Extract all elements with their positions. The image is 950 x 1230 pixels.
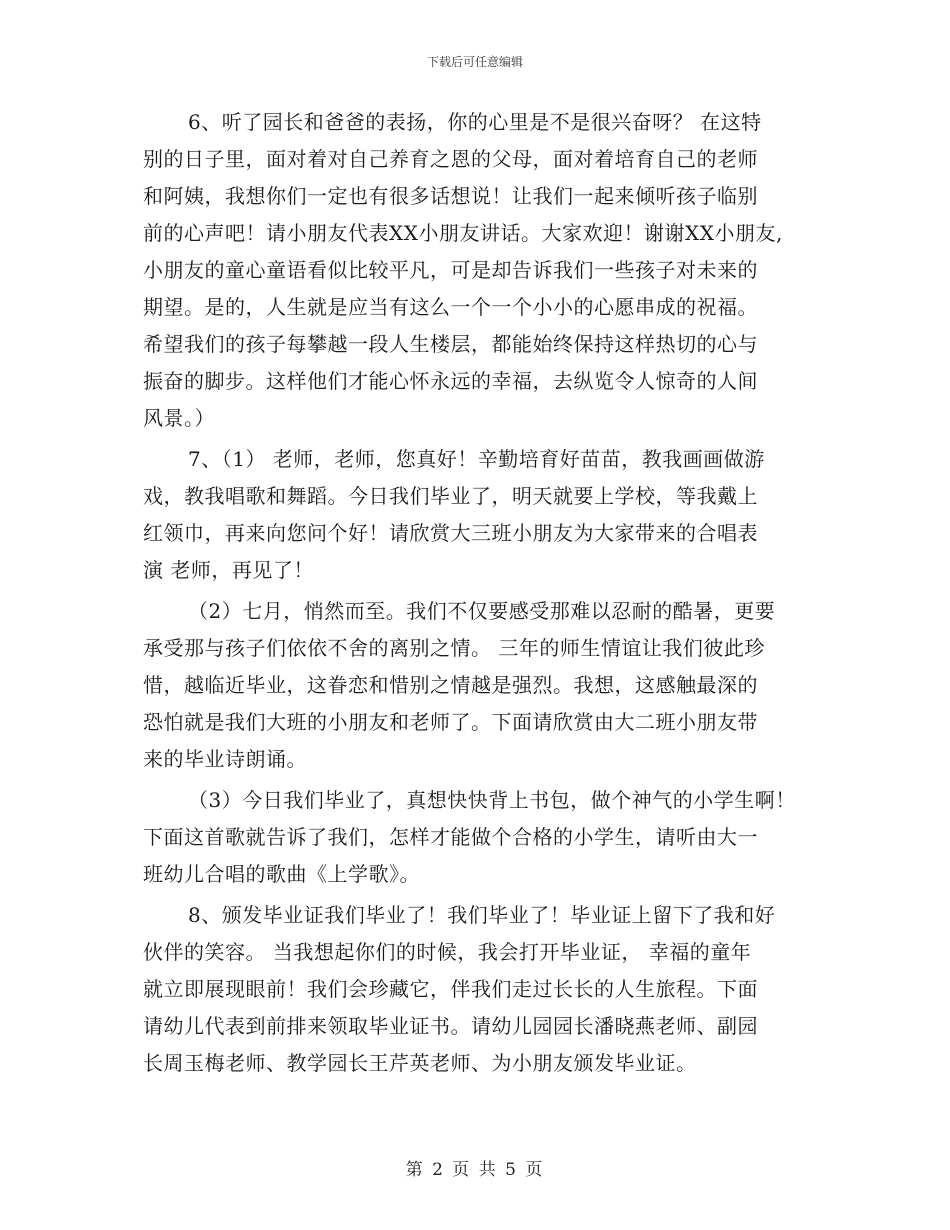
text-line: 别的日子里，面对着对自己养育之恩的父母，面对着培育自己的老师 bbox=[143, 147, 758, 171]
text-line: 恐怕就是我们大班的小朋友和老师了。下面请欣赏由大二班小朋友带 bbox=[143, 710, 758, 734]
text-line: 8、颁发毕业证我们毕业了！我们毕业了！毕业证上留下了我和好 bbox=[188, 903, 776, 927]
text-line: 前的心声吧！请小朋友代表XX小朋友讲话。大家欢迎！谢谢XX小朋友, bbox=[143, 221, 783, 245]
text-line: （2）七月，悄然而至。我们不仅要感受那难以忍耐的酷暑，更要 bbox=[188, 599, 776, 623]
text-line: 期望。是的，人生就是应当有这么一个一个小小的心愿串成的祝福。 bbox=[143, 295, 758, 319]
text-line: 请幼儿代表到前排来领取毕业证书。请幼儿园园长潘晓燕老师、副园 bbox=[143, 1014, 758, 1038]
text-line: 惜，越临近毕业，这眷恋和惜别之情越是强烈。我想，这感触最深的 bbox=[143, 673, 758, 697]
text-line: 班幼儿合唱的歌曲《上学歌》。 bbox=[143, 862, 420, 886]
text-line: 红领巾，再来向您问个好！请欣赏大三班小朋友为大家带来的合唱表 bbox=[143, 521, 758, 545]
text-line: 演 老师，再见了！ bbox=[143, 558, 314, 582]
text-line: 6、听了园长和爸爸的表扬，你的心里是不是很兴奋呀？ 在这特 bbox=[188, 110, 762, 134]
text-line: （3）今日我们毕业了，真想快快背上书包，做个神气的小学生啊！ bbox=[188, 788, 796, 812]
text-line: 戏，教我唱歌和舞蹈。今日我们毕业了，明天就要上学校，等我戴上 bbox=[143, 484, 758, 508]
text-line: 小朋友的童心童语看似比较平凡，可是却告诉我们一些孩子对未来的 bbox=[143, 258, 758, 282]
text-line: 希望我们的孩子每攀越一段人生楼层，都能始终保持这样热切的心与 bbox=[143, 332, 758, 356]
text-line: 承受那与孩子们依依不舍的离别之情。 三年的师生情谊让我们彼此珍 bbox=[143, 636, 765, 660]
text-line: 振奋的脚步。这样他们才能心怀永远的幸福，去纵览令人惊奇的人间 bbox=[143, 369, 758, 393]
text-line: 长周玉梅老师、教学园长王芹英老师、为小朋友颁发毕业证。 bbox=[143, 1051, 697, 1075]
text-line: 就立即展现眼前！我们会珍藏它，伴我们走过长长的人生旅程。下面 bbox=[143, 977, 758, 1001]
text-line: 来的毕业诗朗诵。 bbox=[143, 747, 307, 771]
text-line: 下面这首歌就告诉了我们，怎样才能做个合格的小学生，请听由大一 bbox=[143, 825, 758, 849]
text-line: 伙伴的笑容。 当我想起你们的时候，我会打开毕业证， 幸福的童年 bbox=[143, 940, 752, 964]
page-header: 下载后可任意编辑 bbox=[426, 55, 523, 69]
text-line: 风景。） bbox=[143, 406, 215, 430]
text-line: 7、（1） 老师，老师，您真好！辛勤培育好苗苗，教我画画做游 bbox=[188, 447, 765, 471]
text-line: 和阿姨，我想你们一定也有很多话想说！让我们一起来倾听孩子临别 bbox=[143, 184, 758, 208]
page-number: 第 2 页 共 5 页 bbox=[405, 1160, 545, 1180]
